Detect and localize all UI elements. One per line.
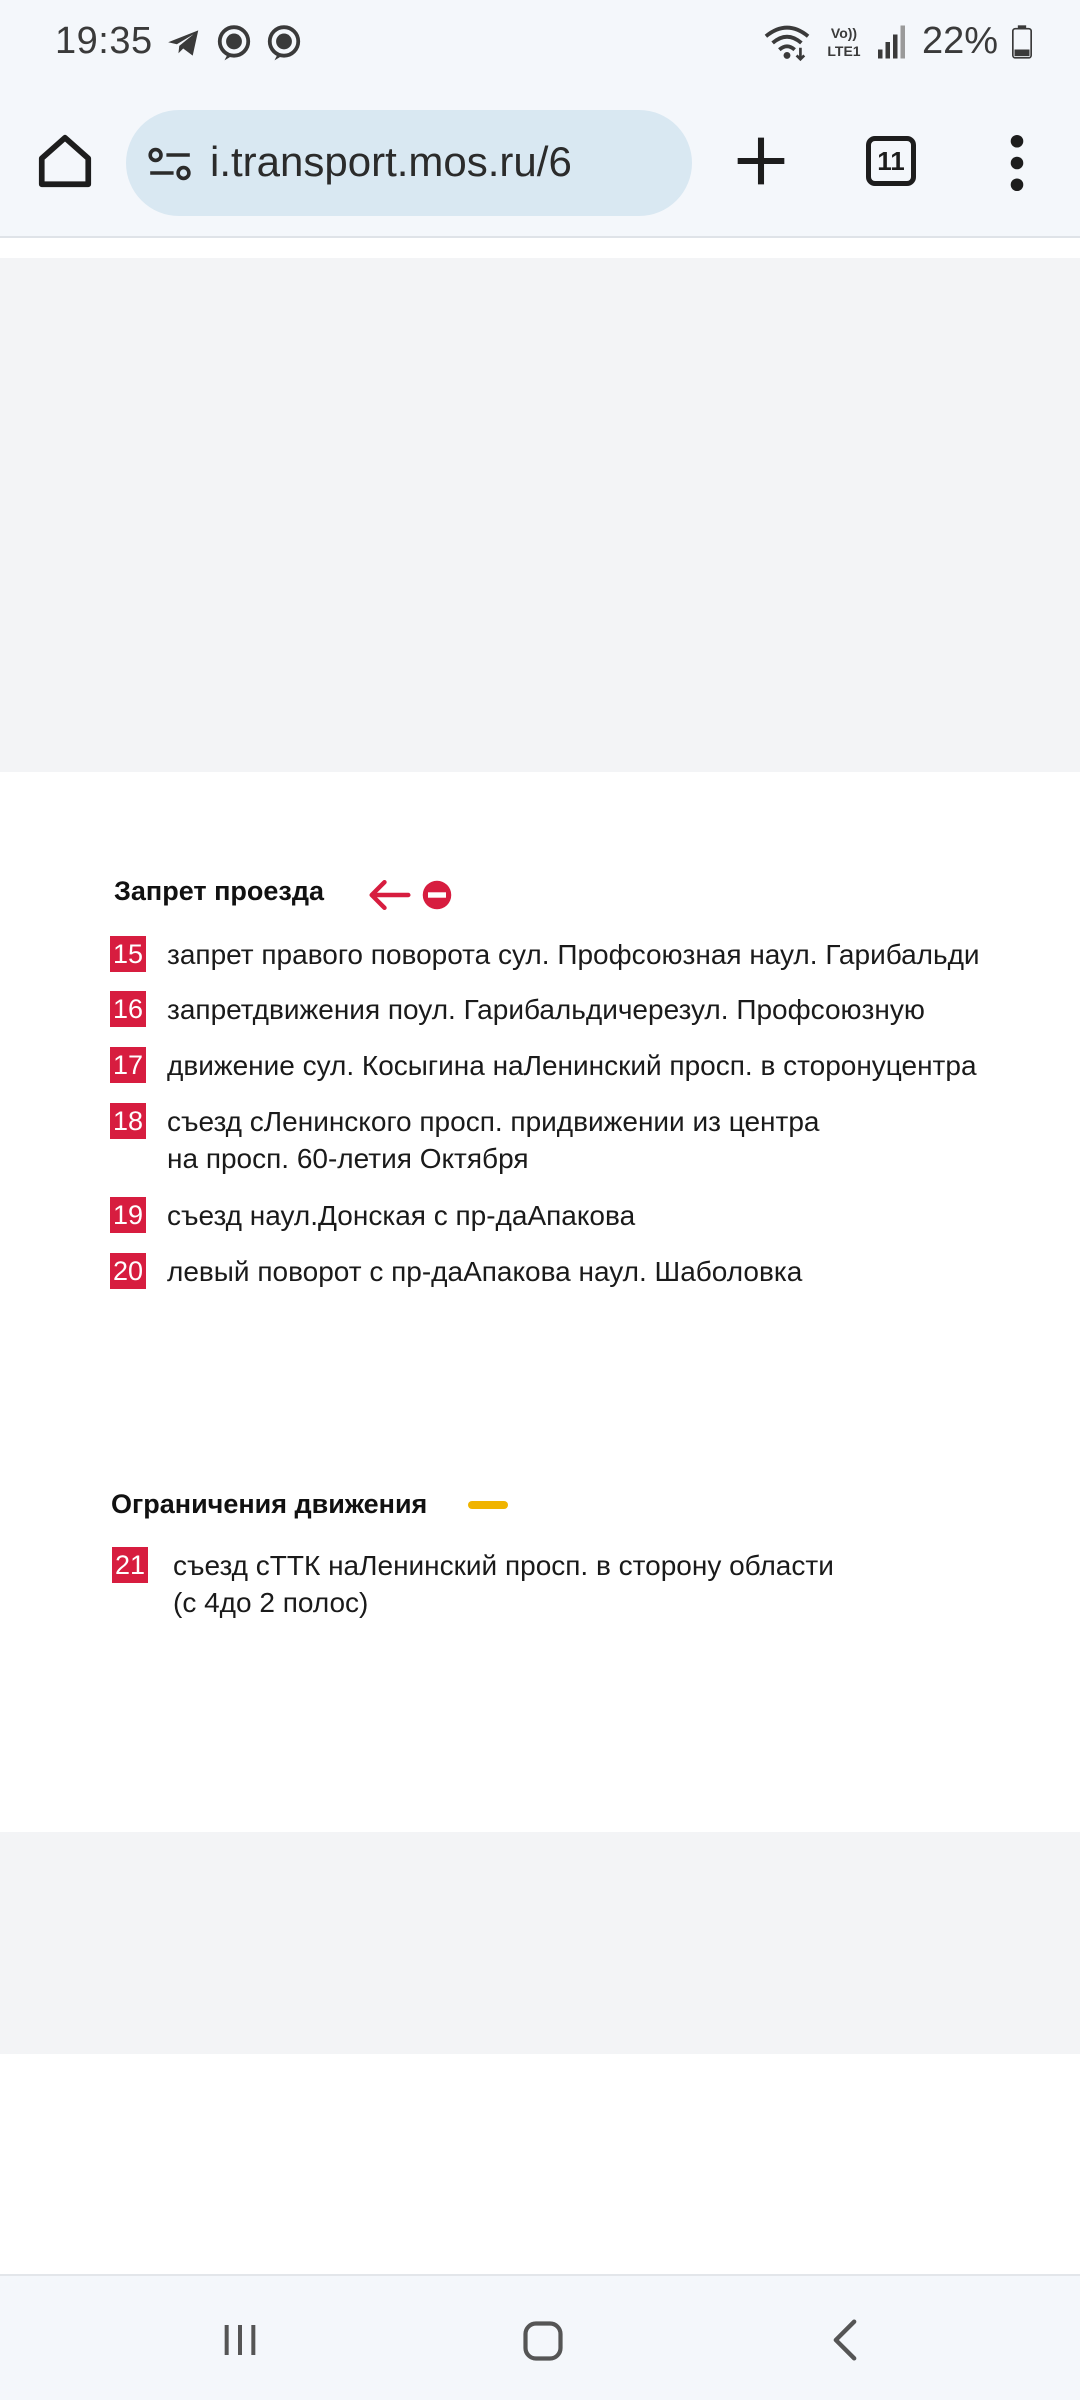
item-text <box>167 1197 635 1234</box>
image-placeholder-bottom <box>0 1832 1080 2054</box>
chat-bubble-icon <box>265 24 303 62</box>
item-number-badge: 16 <box>110 991 146 1027</box>
system-nav-bar <box>0 2274 1080 2400</box>
item-text <box>167 1047 977 1084</box>
item-text <box>173 1547 834 1621</box>
network-label-top: Vo)) <box>830 24 858 41</box>
item-text <box>167 991 925 1028</box>
site-info-icon[interactable] <box>148 146 192 182</box>
address-bar[interactable] <box>126 110 692 216</box>
tab-count-label: 11 <box>877 145 905 176</box>
item-text <box>167 936 980 973</box>
item-line: движение сул. Косыгина наЛенинский просп. в сторонуцентра <box>167 1050 977 1081</box>
item-text <box>167 1253 802 1290</box>
item-line: съезд наул.Донская с пр-даАпакова <box>167 1200 636 1231</box>
item-number-badge: 21 <box>112 1547 148 1583</box>
more-vert-icon[interactable] <box>1002 134 1032 192</box>
list-item <box>110 936 980 973</box>
wifi-icon <box>764 22 810 62</box>
status-time: 19:35 <box>55 20 153 62</box>
item-number-badge: 20 <box>110 1253 146 1289</box>
item-number-badge: 19 <box>110 1197 146 1233</box>
item-line: (с 4до 2 полос) <box>173 1587 369 1618</box>
telegram-icon <box>165 24 203 62</box>
home-icon[interactable] <box>34 130 96 192</box>
battery-icon <box>1012 25 1032 59</box>
image-placeholder-top <box>0 258 1080 772</box>
item-line: съезд сЛенинского просп. придвижении из центра <box>167 1106 820 1137</box>
item-line: запретдвижения поул. Гарибальдичерезул. Профсоюзную <box>167 994 925 1025</box>
status-system-icons <box>764 20 1032 63</box>
list-item <box>110 1103 819 1177</box>
restriction-line-icon <box>468 1501 508 1509</box>
network-label-bottom: LTE1 <box>827 42 861 59</box>
battery-percent: 22% <box>921 20 998 62</box>
list-item <box>112 1547 834 1621</box>
home-nav-icon[interactable] <box>522 2320 564 2362</box>
arrow-left-icon <box>368 878 412 912</box>
list-item <box>110 1047 977 1084</box>
list-item <box>110 991 925 1028</box>
item-number-badge: 15 <box>110 936 146 972</box>
item-number-badge: 17 <box>110 1047 146 1083</box>
item-line: левый поворот с пр-даАпакова наул. Шаболовка <box>167 1256 803 1287</box>
status-notifications <box>165 24 303 62</box>
item-line: на просп. 60-летия Октября <box>167 1143 529 1174</box>
plus-icon[interactable] <box>733 133 789 189</box>
section-title-restrictions: Ограничения движения <box>111 1489 428 1519</box>
no-entry-icon <box>422 880 452 910</box>
network-label <box>824 22 864 62</box>
recent-apps-icon[interactable] <box>220 2320 260 2360</box>
status-bar <box>0 0 1080 90</box>
url-text[interactable]: i.transport.mos.ru/6 <box>210 138 572 185</box>
item-text <box>167 1103 819 1177</box>
list-item <box>110 1253 802 1290</box>
item-line: съезд сТТК наЛенинский просп. в сторону области <box>173 1550 834 1581</box>
item-number-badge: 18 <box>110 1103 146 1139</box>
tabs-icon[interactable] <box>866 136 916 186</box>
signal-icon <box>878 25 908 59</box>
list-item <box>110 1197 635 1234</box>
chat-bubble-icon <box>215 24 253 62</box>
back-icon[interactable] <box>828 2318 862 2362</box>
section-title-closures: Запрет проезда <box>114 876 325 906</box>
item-line: запрет правого поворота сул. Профсоюзная наул. Гарибальди <box>167 939 980 970</box>
browser-toolbar <box>0 90 1080 238</box>
